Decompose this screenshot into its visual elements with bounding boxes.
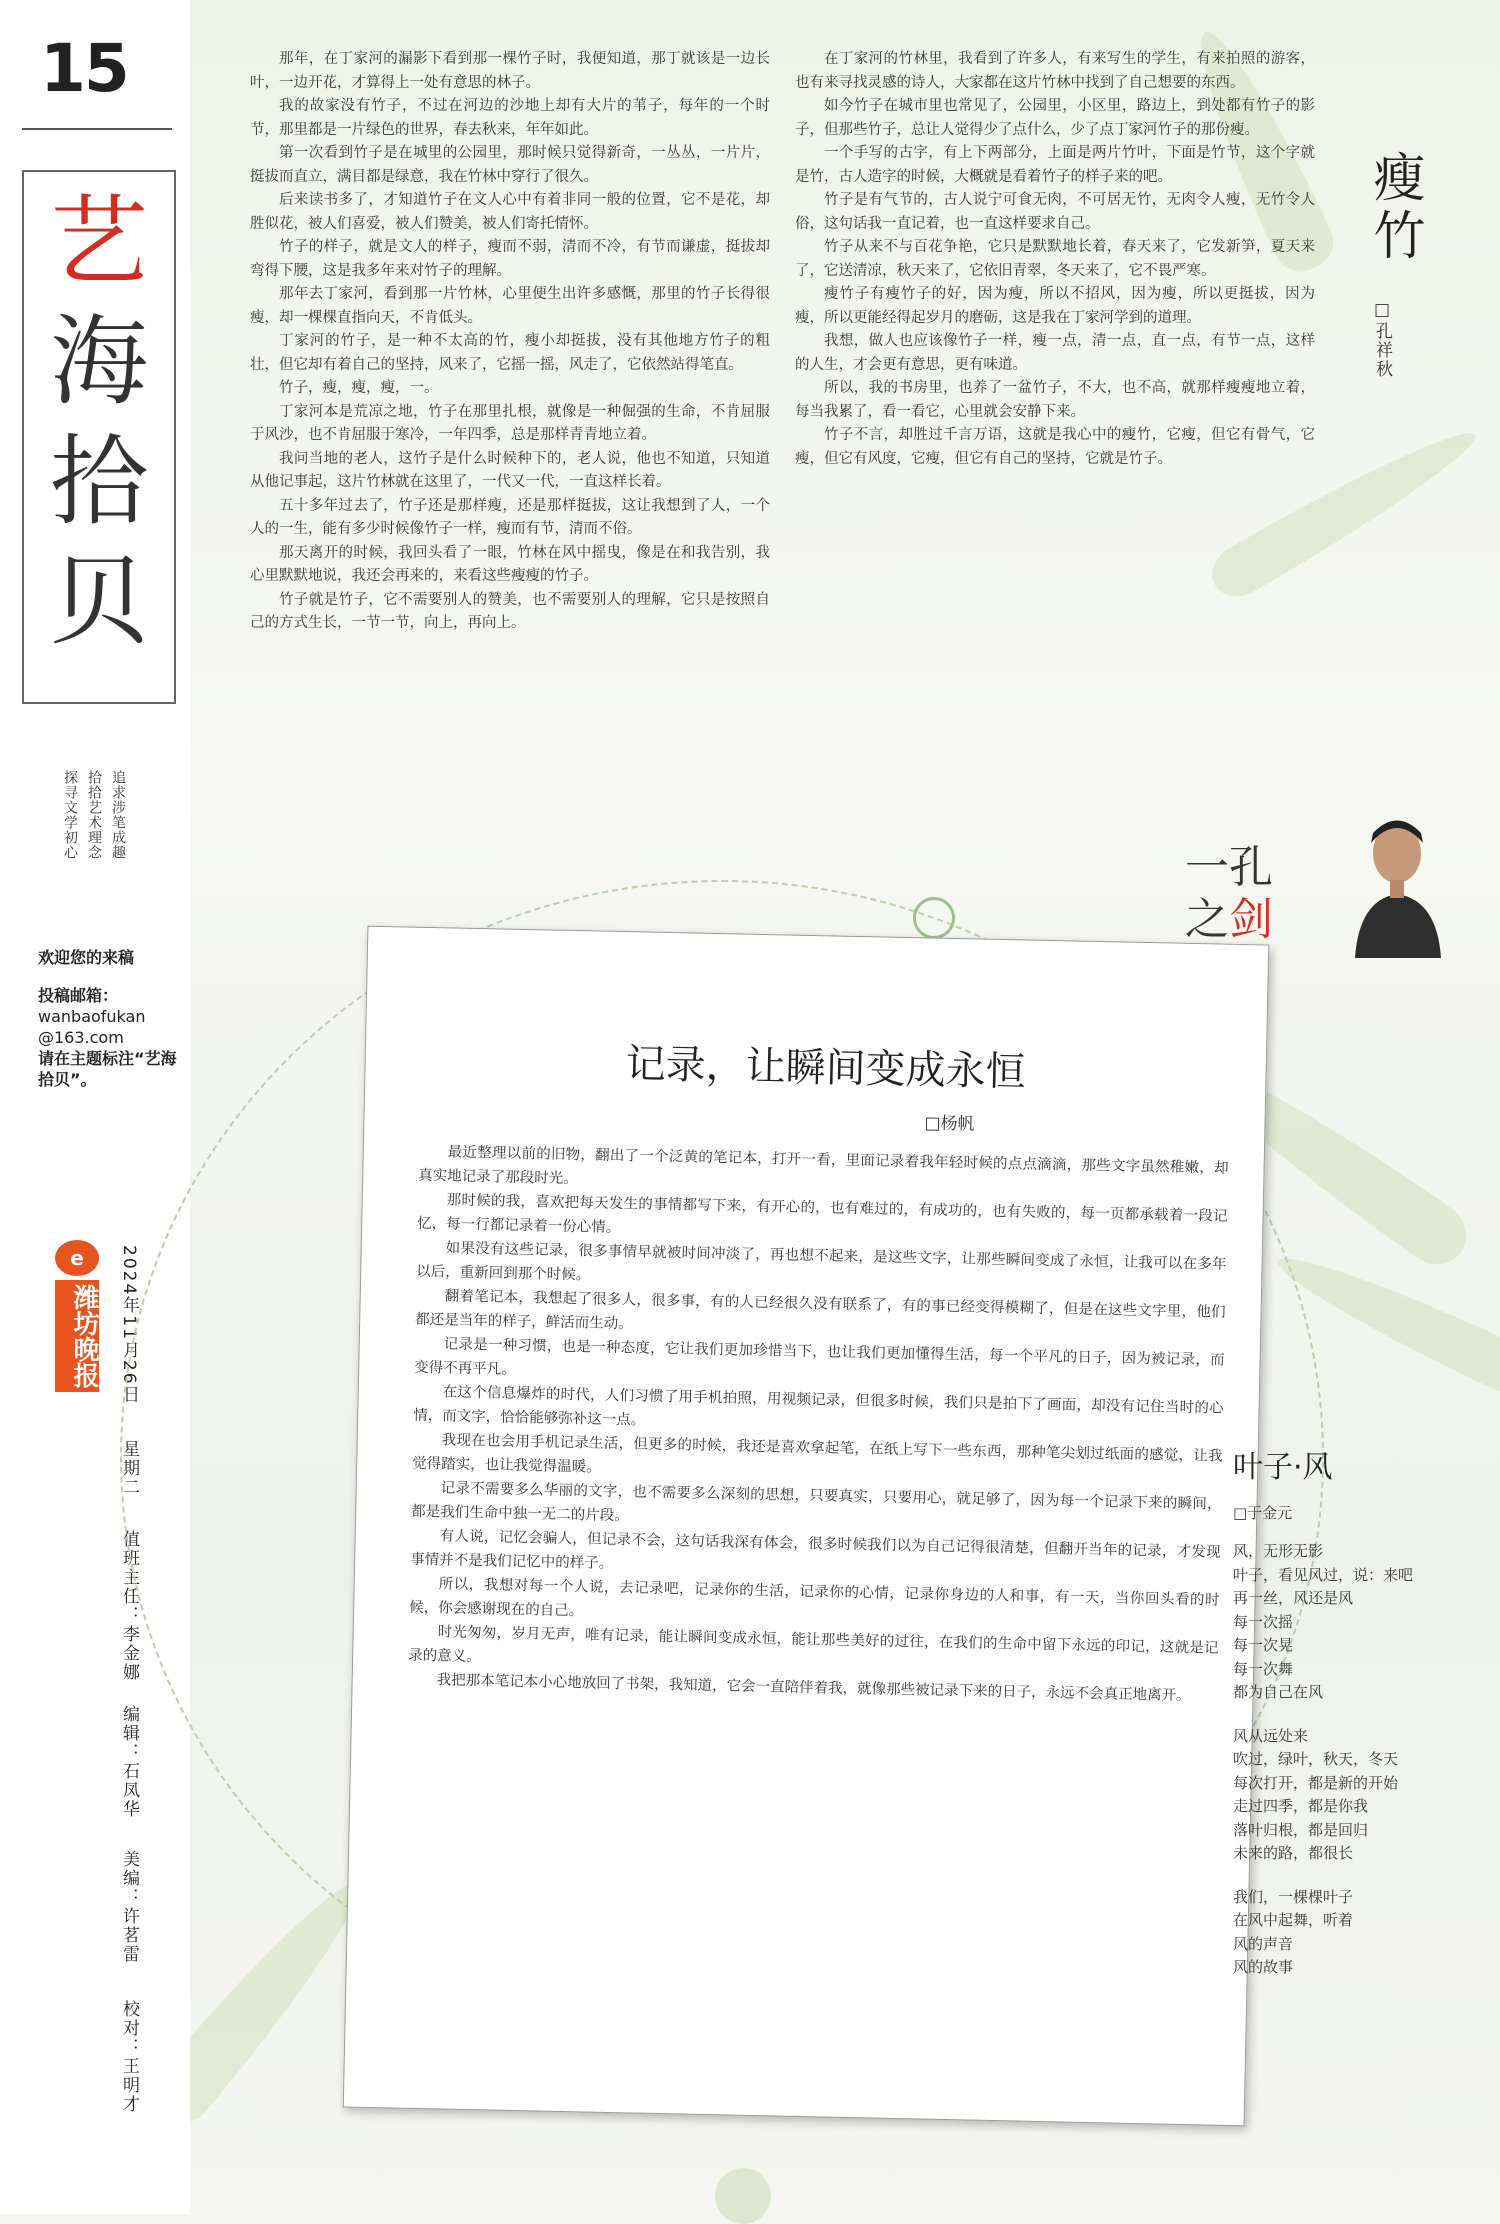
- feature-article-body: [407, 1140, 1228, 1709]
- poem-line: 未来的路，都很长: [1233, 1844, 1354, 1862]
- poem-line: 都为自己在风: [1233, 1683, 1324, 1701]
- article-paragraph: 那年，在丁家河的漏影下看到那一棵竹子时，我便知道，那丁就该是一边长叶，一边开花，才算得上一处有意思的林子。: [250, 51, 770, 91]
- circle-decoration: [913, 897, 955, 939]
- poem-line: 走过四季，都是你我: [1233, 1797, 1369, 1815]
- article-paragraph: 丁家河的竹子，是一种不太高的竹，瘦小却挺拔，没有其他地方竹子的粗壮，但它却有着自己的坚持，风来了，它摇一摇，风走了，它依然站得笔直。: [250, 333, 770, 373]
- poem-line: 每一次晃: [1233, 1636, 1294, 1654]
- article-paragraph: 翻着笔记本，我想起了很多人，很多事，有的人已经很久没有联系了，有的事已经变得模糊了，但是在这些文字里，他们都还是当年的样子，鲜活而生动。: [415, 1288, 1226, 1333]
- article-paragraph: 一个手写的古字，有上下两部分，上面是两片竹叶，下面是竹节，这个字就是竹，古人造字的时候，大概就是看着竹子的样子来的吧。: [795, 145, 1315, 185]
- section-motto-line: 探寻文学初心: [62, 770, 78, 860]
- issue-date: 2024年11月26日: [119, 1245, 139, 1405]
- credit-duty-editor: 值班主任：李金娜: [119, 1530, 139, 1682]
- article-paragraph: 所以，我想对每一个人说，去记录吧，记录你的生活，记录你的心情，记录你身边的人和事，有一天，当你回头看的时候，你会感谢现在的自己。: [409, 1576, 1220, 1620]
- poem-line: 每次打开，都是新的开始: [1233, 1773, 1399, 1792]
- feature-article-title: 记录，让瞬间变成永恒: [625, 1041, 1027, 1096]
- credit-designer: 美编：许茗雷: [119, 1850, 139, 1964]
- contribution-info: [38, 985, 188, 1090]
- feature-article-author: □杨帆: [924, 1113, 975, 1135]
- article-paragraph: 最近整理以前的旧物，翻出了一个泛黄的笔记本，打开一看，里面记录着我年轻时候的点点滴滴，那些文字虽然稚嫩，却真实地记录了那段时光。: [418, 1144, 1229, 1188]
- article-paragraph: 所以，我的书房里，也养了一盆竹子，不大，也不高，就那样瘦瘦地立着，每当我累了，看一看它，心里就会安静下来。: [795, 380, 1315, 420]
- poem-line: 每一次摇: [1233, 1612, 1294, 1631]
- poem-line: 风的故事: [1233, 1958, 1294, 1976]
- welcome-text: 欢迎您的来稿: [38, 948, 135, 967]
- article-paragraph: 竹子就是竹子，它不需要别人的赞美，也不需要别人的理解，它只是按照自己的方式生长，一节一节，向上，再向上。: [250, 591, 770, 631]
- contribution-email-domain[interactable]: @163.com: [38, 1028, 124, 1047]
- contribution-label: 投稿邮箱：: [38, 986, 119, 1005]
- top-article-title: 瘦竹: [1364, 150, 1424, 266]
- article-paragraph: 如果没有这些记录，很多事情早就被时间冲淡了，再也想不起来，是这些文字，让那些瞬间变成了永恒，让我可以在多年以后，重新回到那个时候。: [416, 1240, 1227, 1284]
- article-paragraph: 那时候的我，喜欢把每天发生的事情都写下来，有开心的，也有难过的，有成功的，也有失败的，每一页都承载着一段记忆，每一行都记录着一份心情。: [417, 1192, 1228, 1237]
- section-motto-line: 拾拾艺术理念: [86, 770, 102, 860]
- article-paragraph: 我问当地的老人，这竹子是什么时候种下的，老人说，他也不知道，只知道从他记事起，这片竹林就在这里了，一代又一代，一直这样长着。: [250, 450, 770, 490]
- article-paragraph: 竹子是有气节的，古人说宁可食无肉，不可居无竹，无肉令人瘦，无竹令人俗，这句话我一直记着，也一直这样要求自己。: [795, 192, 1315, 232]
- poem-line: 我们，一棵棵叶子: [1233, 1887, 1354, 1906]
- article-paragraph: 有人说，记忆会骗人，但记录不会，这句话我深有体会，很多时候我们以为自己记得很清楚，但翻开当年的记录，才发现事情并不是我们记忆中的样子。: [410, 1528, 1221, 1572]
- issue-weekday: 星期二: [119, 1440, 139, 1497]
- poem-body: [1233, 1540, 1473, 2000]
- poem-line: 每一次舞: [1233, 1659, 1294, 1678]
- poem-line: 风的声音: [1233, 1934, 1294, 1953]
- contribution-email-user[interactable]: wanbaofukan: [38, 1007, 146, 1026]
- divider: [22, 128, 172, 130]
- feature-article-card: [343, 926, 1270, 2127]
- poem-line: 风从远处来: [1233, 1726, 1309, 1745]
- article-paragraph: 我的故家没有竹子，不过在河边的沙地上却有大片的苇子，每年的一个时节，那里都是一片绿色的世界，春去秋来，年年如此。: [250, 98, 770, 138]
- poem-author: □于金元: [1233, 1504, 1293, 1522]
- poem-stanza: [1233, 1540, 1473, 1705]
- article-paragraph: 丁家河本是荒凉之地，竹子在那里扎根，就像是一种倔强的生命，不肯屈服于风沙，也不肯屈服于寒冷，一年四季，总是那样青青地立着。: [250, 403, 770, 443]
- article-paragraph: 记录是一种习惯，也是一种态度，它让我们更加珍惜当下，也让我们更加懂得生活，每一个平凡的日子，因为被记录，而变得不再平凡。: [414, 1336, 1225, 1378]
- article-paragraph: 在丁家河的竹林里，我看到了许多人，有来写生的学生，有来拍照的游客，也有来寻找灵感的诗人，大家都在这片竹林中找到了自己想要的东西。: [795, 51, 1315, 91]
- article-paragraph: 记录不需要多么华丽的文字，也不需要多么深刻的思想，只要真实，只要用心，就足够了，因为每一个记录下来的瞬间，都是我们生命中独一无二的片段。: [411, 1480, 1222, 1525]
- section-title-char: 艺: [49, 185, 148, 299]
- article-paragraph: 竹子从来不与百花争艳，它只是默默地长着，春天来了，它发新笋，夏天来了，它送清凉，秋天来了，它依旧青翠，冬天来了，它不畏严寒。: [795, 239, 1315, 279]
- poem-title: 叶子·风: [1233, 1450, 1333, 1485]
- top-article-author: □孔祥秋: [1372, 300, 1392, 379]
- poem-line: 落叶归根，都是回归: [1233, 1820, 1369, 1839]
- article-paragraph: 竹子的样子，就是文人的样子，瘦而不弱，清而不冷，有节而谦虚，挺拔却弯得下腰，这是我多年来对竹子的理解。: [250, 239, 770, 279]
- article-paragraph: 在这个信息爆炸的时代，人们习惯了用手机拍照，用视频记录，但很多时候，我们只是拍下了画面，却没有记住当时的心情，而文字，恰恰能够弥补这一点。: [413, 1384, 1224, 1429]
- poem-stanza: [1233, 1886, 1473, 1980]
- left-sidebar: [0, 0, 190, 2214]
- newspaper-name: 潍坊晚报: [55, 1280, 99, 1392]
- page-number: 15: [40, 30, 128, 107]
- column-name-part: 之: [1185, 894, 1229, 945]
- section-title-char: 海: [49, 305, 148, 419]
- article-paragraph: 我现在也会用手机记录生活，但更多的时候，我还是喜欢拿起笔，在纸上写下一些东西，那种笔尖划过纸面的感觉，让我觉得踏实，也让我觉得温暖。: [412, 1432, 1223, 1476]
- column-name-accent: 剑: [1229, 894, 1273, 945]
- contribution-note: 请在主题标注“艺海拾贝”。: [38, 1049, 177, 1089]
- poem-line: 吹过，绿叶，秋天，冬天: [1233, 1750, 1399, 1768]
- article-paragraph: 竹子不言，却胜过千言万语，这就是我心中的瘦竹，它瘦，但它有骨气，它瘦，但它有风度，它瘦，但它有自己的坚持，它就是竹子。: [795, 427, 1315, 467]
- author-portrait: [1345, 808, 1455, 958]
- section-title-box: [22, 170, 176, 704]
- article-paragraph: 那年去丁家河，看到那一片竹林，心里便生出许多感慨，那里的竹子长得很瘦，却一棵棵直指向天，不肯低头。: [250, 286, 770, 326]
- credit-editor: 编辑：石凤华: [119, 1705, 139, 1819]
- top-article-column-2: [795, 48, 1315, 828]
- newspaper-logo-icon: e: [55, 1240, 99, 1276]
- poem-stanza: [1233, 1725, 1473, 1866]
- section-title-char: 贝: [49, 545, 148, 659]
- top-article-column-1: [250, 48, 770, 848]
- poem-line: 风，无形无影: [1233, 1542, 1324, 1560]
- article-paragraph: 我把那本笔记本小心地放回了书架，我知道，它会一直陪伴着我，就像那些被记录下来的日子，永远不会真正地离开。: [436, 1672, 1191, 1705]
- section-title-char: 拾: [49, 425, 148, 539]
- poem-line: 再一丝，风还是风: [1233, 1589, 1354, 1607]
- article-paragraph: 后来读书多了，才知道竹子在文人心中有着非同一般的位置，它不是花，却胜似花，被人们喜爱，被人们赞美，被人们寄托情怀。: [250, 192, 770, 232]
- article-paragraph: 我想，做人也应该像竹子一样，瘦一点，清一点，直一点，有节一点，这样的人生，才会更有意思，更有味道。: [795, 333, 1315, 373]
- article-paragraph: 五十多年过去了，竹子还是那样瘦，还是那样挺拔，这让我想到了人，一个人的一生，能有多少时候像竹子一样，瘦而有节，清而不俗。: [250, 497, 770, 537]
- article-paragraph: 竹子，瘦，瘦，瘦，一。: [279, 380, 439, 396]
- column-name-part: 一孔: [1185, 842, 1273, 893]
- section-motto-line: 追求涉笔成趣: [110, 770, 126, 860]
- credit-proofreader: 校对：王明才: [119, 2000, 139, 2114]
- article-paragraph: 那天离开的时候，我回头看了一眼，竹林在风中摇曳，像是在和我告别，我心里默默地说，我还会再来的，来看这些瘦瘦的竹子。: [250, 544, 770, 584]
- column-name-tag: [1175, 830, 1325, 960]
- article-paragraph: 瘦竹子有瘦竹子的好，因为瘦，所以不招风，因为瘦，所以更挺拔，因为瘦，所以更能经得起岁月的磨砺，这是我在丁家河学到的道理。: [795, 286, 1315, 326]
- article-paragraph: 第一次看到竹子是在城里的公园里，那时候只觉得新奇，一丛丛，一片片，挺拔而直立，满目都是绿意，我在竹林中穿行了很久。: [250, 145, 770, 185]
- newspaper-brand: [55, 1240, 105, 1392]
- article-paragraph: 如今竹子在城市里也常见了，公园里，小区里，路边上，到处都有竹子的影子，但那些竹子，总让人觉得少了点什么，少了点丁家河竹子的那份瘦。: [795, 98, 1315, 138]
- poem-line: 叶子，看见风过，说：来吧: [1233, 1565, 1414, 1584]
- article-paragraph: 时光匆匆，岁月无声，唯有记录，能让瞬间变成永恒，能让那些美好的过往，在我们的生命中留下永远的印记，这就是记录的意义。: [408, 1624, 1219, 1666]
- circle-decoration: [715, 2168, 771, 2224]
- poem-line: 在风中起舞，听着: [1233, 1911, 1354, 1929]
